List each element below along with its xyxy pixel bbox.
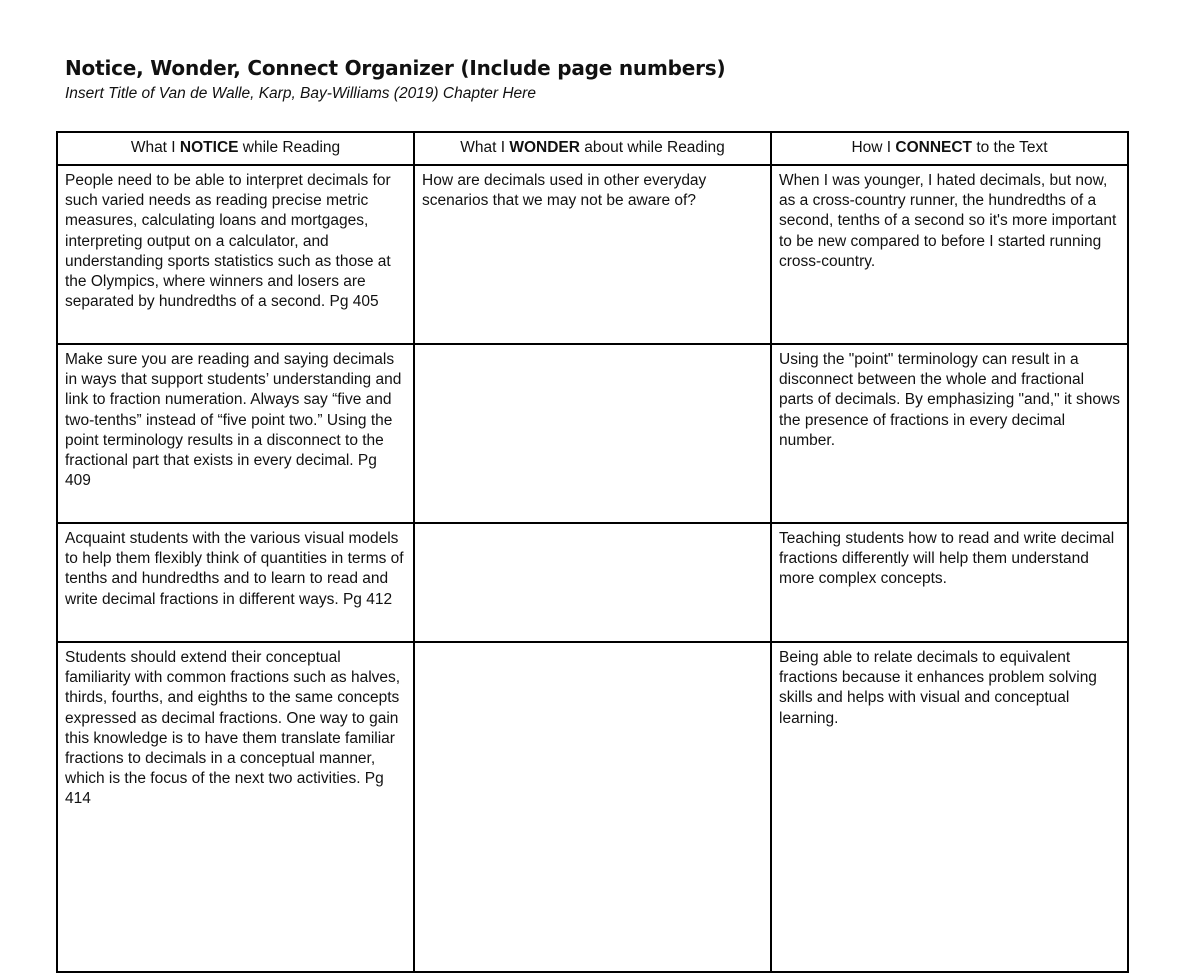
notice-wonder-connect-table — [56, 131, 1129, 973]
header-wonder-prefix: What I — [460, 139, 510, 157]
wonder-cell: How are decimals used in other everyday scenarios that we may not be aware of? — [414, 165, 771, 344]
header-row — [57, 132, 1128, 165]
document-title: Notice, Wonder, Connect Organizer (Include page numbers) — [65, 56, 726, 80]
header-connect-prefix: How I — [851, 139, 896, 157]
header-notice-suffix: while Reading — [238, 139, 341, 157]
header-wonder-suffix: about while Reading — [579, 139, 725, 157]
wonder-cell — [414, 344, 771, 523]
notice-cell: Acquaint students with the various visual models to help them flexibly think of quantities in terms of tenths and hundredths and to learn to read and write decimal fractions in different ways. Pg 412 — [57, 523, 414, 642]
notice-cell: Make sure you are reading and saying decimals in ways that support students’ understanding and link to fraction numeration. Always say “five and two-tenths” instead of “five point two.” Using the point terminology results in a disconnect to the fractional part that exists in every decimal. Pg 409 — [57, 344, 414, 523]
header-connect-suffix: to the Text — [972, 139, 1048, 157]
document-subtitle: Insert Title of Van de Walle, Karp, Bay-Williams (2019) Chapter Here — [65, 85, 536, 102]
header-notice-keyword: NOTICE — [179, 139, 239, 157]
connect-cell: Teaching students how to read and write decimal fractions differently will help them understand more complex concepts. — [771, 523, 1128, 642]
wonder-cell — [414, 523, 771, 642]
header-connect — [771, 132, 1128, 165]
connect-cell: When I was younger, I hated decimals, but now, as a cross-country runner, the hundredths of a second, tenths of a second so it's more important to be new compared to before I started running cross-country. — [771, 165, 1128, 344]
table-row — [57, 523, 1128, 642]
notice-cell: Students should extend their conceptual familiarity with common fractions such as halves, thirds, fourths, and eighths to the same concepts expressed as decimal fractions. One way to gain this knowledge is to have them translate familiar fractions to decimals in a conceptual manner, which is the focus of the next two activities. Pg 414 — [57, 642, 414, 972]
table-row — [57, 344, 1128, 523]
wonder-cell — [414, 642, 771, 972]
connect-cell: Being able to relate decimals to equivalent fractions because it enhances problem solving skills and helps with visual and conceptual learning. — [771, 642, 1128, 972]
table-row — [57, 642, 1128, 972]
header-wonder-keyword: WONDER — [509, 139, 580, 157]
header-notice-prefix: What I — [130, 139, 180, 157]
table-row — [57, 165, 1128, 344]
notice-cell: People need to be able to interpret decimals for such varied needs as reading precise metric measures, calculating loans and mortgages, interpreting output on a calculator, and understanding sports statistics such as those at the Olympics, where winners and losers are separated by hundredths of a second. Pg 405 — [57, 165, 414, 344]
header-connect-keyword: CONNECT — [895, 139, 973, 157]
header-wonder — [414, 132, 771, 165]
connect-cell: Using the "point" terminology can result in a disconnect between the whole and fractional parts of decimals. By emphasizing "and," it shows the presence of fractions in every decimal number. — [771, 344, 1128, 523]
header-notice — [57, 132, 414, 165]
